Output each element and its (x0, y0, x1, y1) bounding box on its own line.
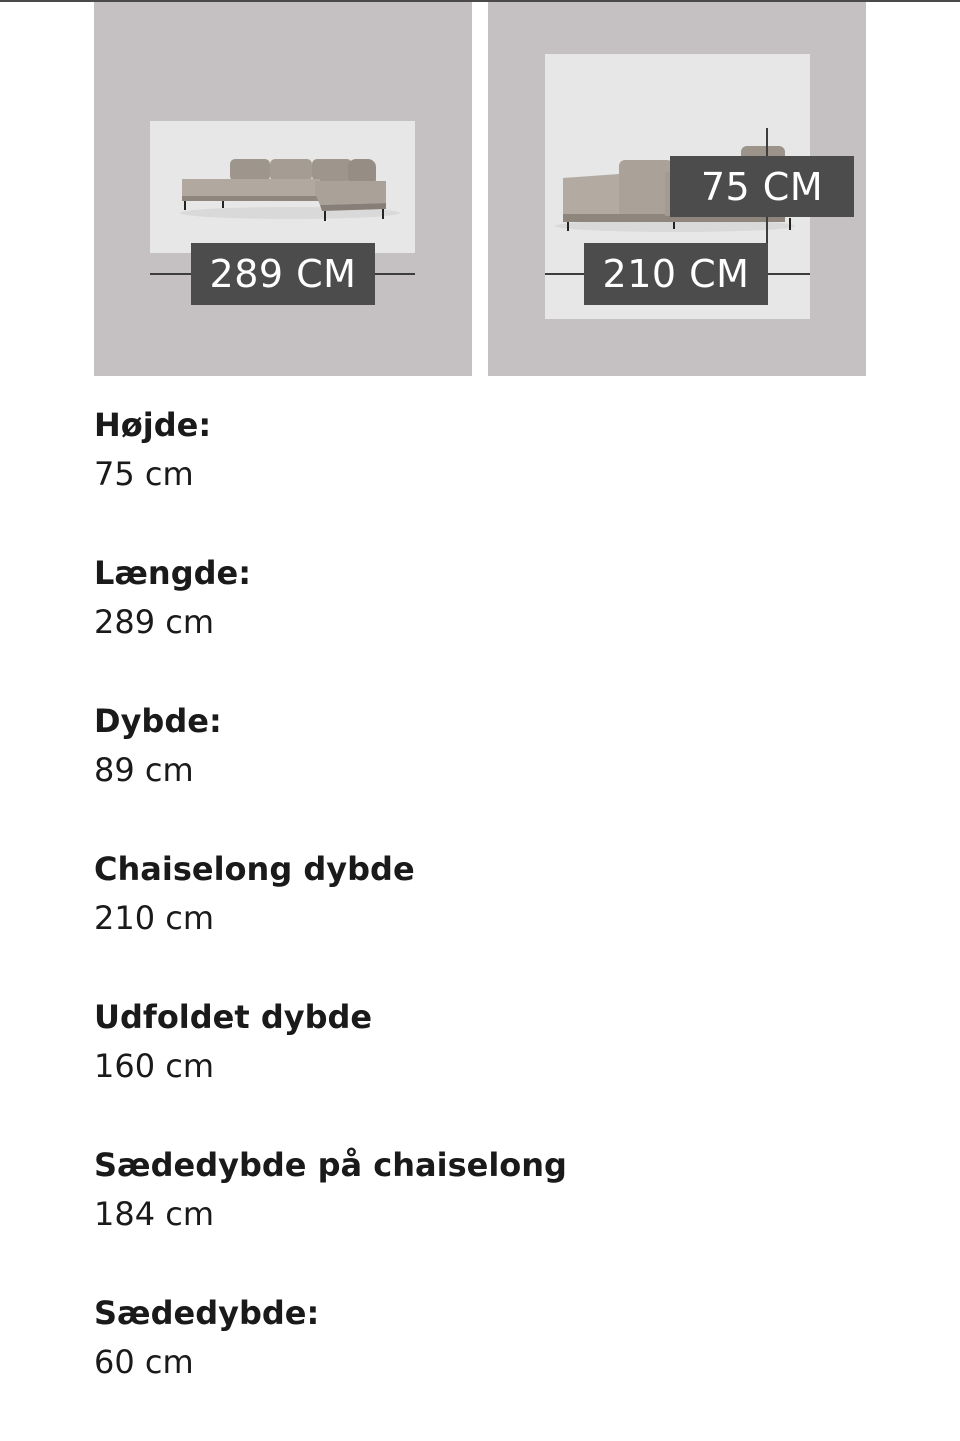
spec-value: 160 cm (94, 1047, 215, 1085)
spec-length (94, 553, 567, 701)
spec-value: 89 cm (94, 751, 194, 789)
spec-chaise-seat-depth (94, 1145, 567, 1293)
corner-sofa-image (150, 121, 415, 253)
dimension-image-depth-height[interactable] (488, 2, 866, 376)
spec-label: Sædedybde: (94, 1294, 320, 1332)
length-dimension-label: 289 CM (191, 243, 375, 305)
dimension-specs-list (94, 405, 567, 1441)
height-dimension-label: 75 CM (670, 156, 854, 217)
corner-sofa-photo (150, 121, 415, 253)
spec-label: Højde: (94, 406, 212, 444)
spec-label: Længde: (94, 554, 252, 592)
spec-value: 184 cm (94, 1195, 215, 1233)
depth-dimension-label: 210 CM (584, 243, 768, 305)
spec-label: Dybde: (94, 702, 222, 740)
spec-value: 210 cm (94, 899, 215, 937)
spec-unfolded-depth (94, 997, 567, 1145)
spec-label: Udfoldet dybde (94, 998, 373, 1036)
dimension-image-length[interactable] (94, 2, 472, 376)
spec-label: Sædedybde på chaiselong (94, 1146, 567, 1184)
spec-value: 289 cm (94, 603, 215, 641)
spec-depth (94, 701, 567, 849)
spec-seat-depth (94, 1293, 567, 1441)
spec-value: 60 cm (94, 1343, 194, 1381)
spec-value: 75 cm (94, 455, 194, 493)
spec-height (94, 405, 567, 553)
spec-chaise-depth (94, 849, 567, 997)
spec-label: Chaiselong dybde (94, 850, 415, 888)
